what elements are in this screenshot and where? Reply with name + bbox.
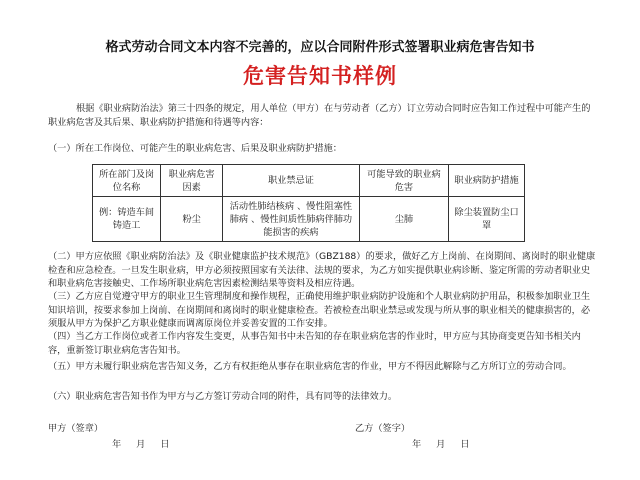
col-header-factor: 职业病危害因素 bbox=[161, 165, 223, 197]
col-header-contraindication: 职业禁忌证 bbox=[223, 165, 360, 197]
table-header-row bbox=[93, 165, 525, 197]
page-title: 危害告知书样例 bbox=[243, 64, 397, 88]
item-5: （五）甲方未履行职业病危害告知义务，乙方有权拒绝从事存在职业病危害的作业，甲方不得因此解除与乙方所订立的劳动合同。 bbox=[48, 361, 572, 372]
cell-protection: 除尘装置防尘口罩 bbox=[449, 197, 525, 242]
item-6: （六）职业病危害告知书作为甲方与乙方签订劳动合同的附件，具有同等的法律效力。 bbox=[48, 391, 398, 402]
item-4: （四）当乙方工作岗位或者工作内容发生变更，从事告知书中未告知的存在职业病危害的作业时，甲方应与其协商变更告知书相关内容，重新签订职业病危害告知书。 bbox=[48, 331, 581, 356]
cell-contraindication: 活动性肺结核病 、慢性阻塞性肺病 、慢性间质性肺病伴肺功能损害的疾病 bbox=[223, 197, 360, 242]
col-header-dept: 所在部门及岗位名称 bbox=[93, 165, 161, 197]
item-3: （三）乙方应自觉遵守甲方的职业卫生管理制度和操作规程，正确使用维护职业病防护设施和个人职业病防护用品，积极参加职业卫生知识培训，按要求参加上岗前、在岗期间和离岗时的职业健康检查。若被检查出职业禁忌或发现与所从事的职业相关的健康损害的，必须服从甲方为保护乙方职业健康而调离原岗位并妥善安置的工作安排。 bbox=[48, 291, 591, 330]
table-row bbox=[93, 197, 525, 242]
party-b-date: 年 月 日 bbox=[412, 439, 470, 450]
top-note: 格式劳动合同文本内容不完善的，应以合同附件形式签署职业病危害告知书 bbox=[105, 40, 535, 55]
item-2: （二）甲方应依照《职业病防治法》及《职业健康监护技术规范》（GBZ188）的要求，做好乙方上岗前、在岗期间、离岗时的职业健康检查和应急检查。一旦发生职业病，甲方必须按照国家有关法律、法规的要求，为乙方如实提供职业病诊断、鉴定所需的劳动者职业史和职业病危害接触史、工作场所职业病危害因素检测结果等资料及相应待遇。 bbox=[48, 251, 596, 290]
col-header-disease: 可能导致的职业病危害 bbox=[359, 165, 448, 197]
party-a-signature: 甲方（签章） bbox=[48, 423, 104, 434]
item-1: （一）所在工作岗位、可能产生的职业病危害、后果及职业病防护措施： bbox=[48, 143, 342, 154]
hazard-table bbox=[92, 164, 525, 242]
col-header-protection: 职业病防护措施 bbox=[449, 165, 525, 197]
party-b-signature: 乙方（签字） bbox=[355, 423, 411, 434]
intro-paragraph: 根据《职业病防治法》第三十四条的规定，用人单位（甲方）在与劳动者（乙方）订立劳动合同时应告知工作过程中可能产生的职业病危害及其后果、职业病防护措施和待遇等内容： bbox=[48, 103, 591, 128]
cell-factor: 粉尘 bbox=[161, 197, 223, 242]
cell-dept: 例：铸造车间铸造工 bbox=[93, 197, 161, 242]
cell-disease: 尘肺 bbox=[359, 197, 448, 242]
party-a-date: 年 月 日 bbox=[112, 439, 170, 450]
